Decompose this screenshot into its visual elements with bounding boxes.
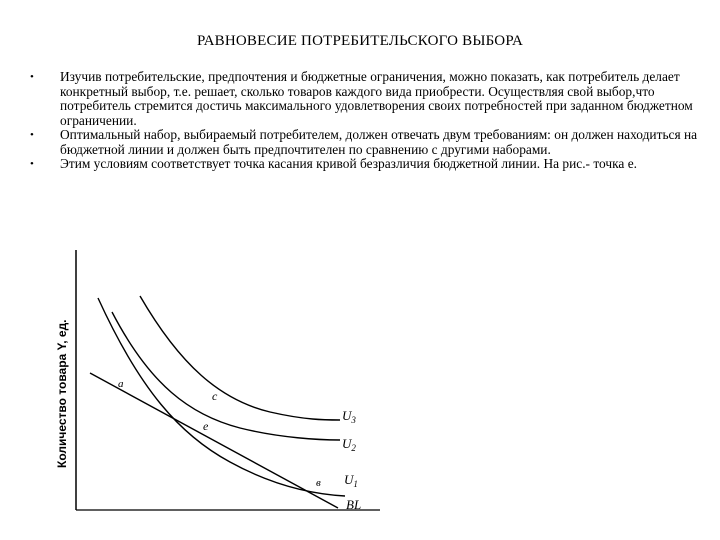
indifference-curve-u2 — [112, 312, 340, 440]
bullet-dot: • — [30, 158, 34, 170]
u2-label: $U_2$ — [342, 436, 356, 453]
indifference-curve-u3 — [140, 296, 340, 420]
y-axis-label: Количество товара Y, ед. — [55, 319, 69, 468]
slide-title: РАВНОВЕСИЕ ПОТРЕБИТЕЛЬСКОГО ВЫБОРА — [197, 33, 523, 49]
bullet-item — [30, 128, 700, 157]
bullet-text: Изучив потребительские, предпочтения и бюджетные ограничения, можно показать, как потребитель делает конкретный выбор, т.е. решает, сколько товаров каждого вида приобрести. Осуществляя свой выбор,что потребитель стремится достичь максимального удовлетворения своих потребностей при заданном бюджетном ограничении. — [60, 69, 693, 128]
bullet-text: Этим условиям соответствует точка касания кривой безразличия бюджетной линии. На рис.- точка е. — [60, 156, 638, 171]
u1-label: $U_1$ — [344, 472, 358, 489]
u3-label: $U_3$ — [342, 408, 356, 425]
bullet-dot: • — [30, 71, 34, 83]
point-e-label: e — [203, 419, 209, 433]
point-b-label: в — [316, 477, 321, 489]
bullet-list — [30, 70, 700, 172]
budget-line-label: BL — [346, 497, 362, 512]
bullet-item — [30, 70, 700, 128]
point-c-label: c — [212, 389, 218, 403]
point-a-label: a — [118, 378, 124, 390]
indifference-curve-figure — [40, 240, 400, 530]
bullet-text: Оптимальный набор, выбираемый потребителем, должен отвечать двум требованиям: он должен находиться на бюджетной линии и должен быть предпочтителен по сравнению с другими наборами. — [60, 127, 698, 157]
bullet-item — [30, 157, 700, 172]
bullet-dot: • — [30, 129, 34, 141]
